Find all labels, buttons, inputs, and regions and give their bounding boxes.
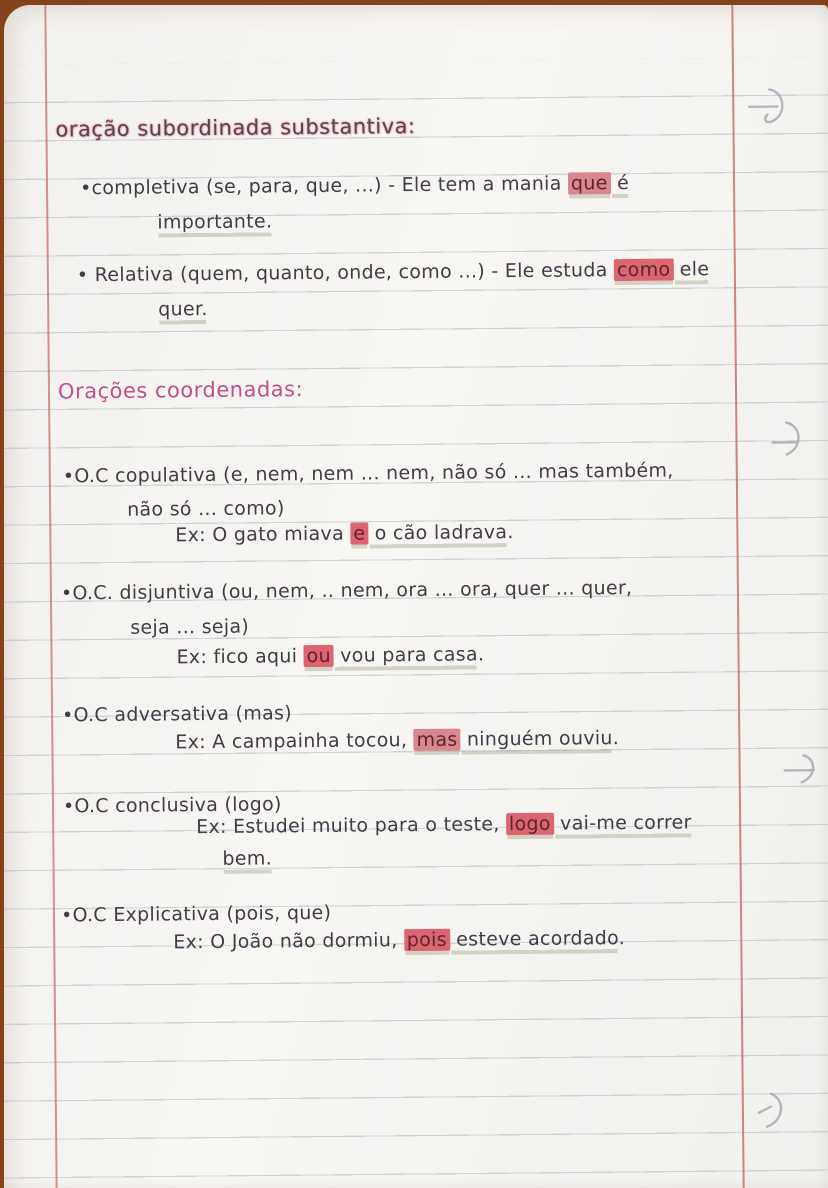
heading-coordenadas-text: Orações coordenadas: — [57, 377, 304, 404]
explicativa-line1: •O.C Explicativa (pois, que) — [60, 901, 332, 927]
underline-importante: importante. — [157, 210, 273, 234]
item-adversativa-line1 — [62, 702, 292, 726]
copulativa-line1: •O.C copulativa (e, nem, nem ... nem, não só ... mas também, — [62, 459, 674, 488]
ruled-lines — [4, 57, 828, 1188]
item-adversativa-example — [175, 727, 619, 753]
item-conclusiva-line1 — [63, 793, 282, 817]
highlight-mas: mas — [413, 729, 460, 751]
disjuntiva-ex-lead: Ex: fico aqui — [176, 645, 304, 669]
conclusiva-line1: •O.C conclusiva (logo) — [62, 793, 282, 818]
bullet-completiva-line2 — [157, 210, 272, 233]
highlight-ou: ou — [303, 645, 333, 667]
page-curl-mark — [747, 83, 797, 127]
adversativa-ex-lead: Ex: A campainha tocou, — [175, 729, 414, 754]
conclusiva-ex-lead: Ex: Estudei muito para o teste, — [196, 813, 507, 839]
item-copulativa-line2 — [127, 497, 285, 521]
completiva-lead: •completiva (se, para, que, ...) - Ele tem a mania — [79, 172, 569, 200]
heading-subordinada-text: oração subordinada substantiva: — [55, 114, 416, 142]
highlight-que: que — [568, 172, 611, 194]
copulativa-ex-lead: Ex: O gato miava — [175, 522, 351, 547]
adversativa-line1: •O.C adversativa (mas) — [61, 702, 293, 727]
notebook-page — [4, 5, 828, 1188]
highlight-como: como — [614, 259, 674, 282]
underline-esteve-acordado: esteve acordado — [449, 927, 619, 951]
page-curl-mark — [770, 417, 810, 459]
disjuntiva-line2: seja ... seja) — [130, 615, 250, 639]
underline-vou-para-casa: vou para casa — [333, 643, 478, 667]
page-content — [4, 5, 828, 1188]
disjuntiva-ex-end: . — [477, 643, 485, 666]
underline-vai-me-correr: vai-me correr — [553, 811, 692, 835]
relativa-lead: • Relativa (quem, quanto, onde, como ...) - Ele estuda — [76, 259, 615, 287]
underline-ninguem-ouviu: ninguém ouviu — [460, 727, 613, 751]
disjuntiva-line1: •O.C. disjuntiva (ou, nem, .. nem, ora ... ora, quer ... quer, — [60, 576, 633, 605]
copulativa-ex-end: . — [507, 521, 514, 544]
item-disjuntiva-line2 — [130, 616, 249, 639]
underline-bem: bem. — [222, 847, 273, 870]
explicativa-ex-lead: Ex: O João não dormiu, — [173, 929, 404, 954]
underline-cao-ladrava: o cão ladrava — [368, 521, 508, 545]
heading-coordenadas — [58, 377, 303, 403]
item-explicativa-line1 — [61, 902, 332, 927]
highlight-logo: logo — [506, 813, 554, 835]
bullet-relativa-line2 — [158, 298, 208, 320]
highlight-pois: pois — [404, 929, 450, 951]
page-curl-mark — [783, 749, 823, 787]
completiva-after: é — [610, 171, 630, 195]
item-conclusiva-example-line2 — [222, 847, 272, 869]
item-explicativa-example — [173, 927, 625, 953]
page-curl-mark — [755, 1085, 795, 1131]
copulativa-line2: não só ... como) — [127, 497, 285, 521]
underline-quer: quer. — [158, 298, 208, 321]
adversativa-ex-end: . — [612, 727, 620, 750]
item-disjuntiva-example — [176, 643, 484, 668]
explicativa-ex-end: . — [618, 927, 626, 950]
heading-subordinada — [55, 114, 415, 141]
highlight-e: e — [350, 522, 368, 544]
relativa-after: ele — [673, 258, 710, 281]
item-copulativa-example — [175, 521, 513, 546]
